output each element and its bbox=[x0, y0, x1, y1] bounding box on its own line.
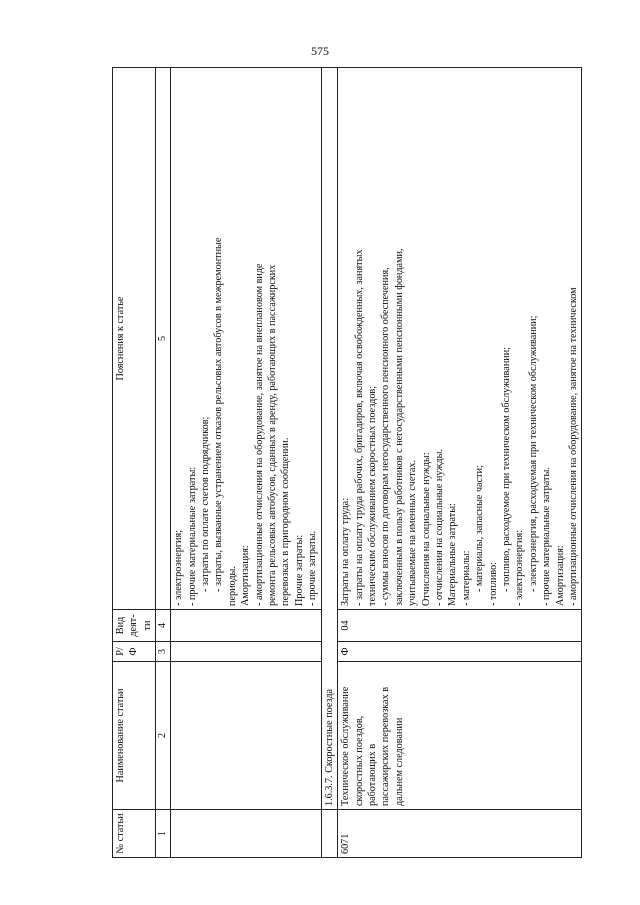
article-name-line: работающих в bbox=[366, 743, 378, 806]
header-article-name: Наименование статьи bbox=[113, 662, 156, 810]
explanation-line: ремонта рельсовых автобусов, сданных в аренду, работающих в пассажирских bbox=[267, 264, 279, 606]
explanation-line: - топливо, расходуемое при техническом обслуживании; bbox=[500, 346, 512, 592]
rf-value: Ф bbox=[338, 642, 582, 662]
explanation-line: - амортизационные отчисления на оборудование, занятое на внеплановом виде bbox=[253, 263, 265, 606]
continuation-row bbox=[171, 68, 321, 858]
column-number: 3 bbox=[156, 642, 171, 662]
explanation-line: - суммы взносов по договорам негосударственного пенсионного обеспечения, bbox=[380, 267, 392, 606]
column-number: 5 bbox=[156, 68, 171, 610]
explanation-line: - затраты по оплате счетов подрядчиков; bbox=[200, 416, 212, 592]
explanation-line: - прочие затраты. bbox=[307, 530, 319, 606]
continuation-activity-cell bbox=[171, 610, 321, 642]
explanation-line: техническим обслуживанием скоростных поездов; bbox=[366, 385, 378, 606]
explanation-line: - топливо: bbox=[487, 561, 499, 606]
continuation-explanation-cell bbox=[171, 68, 321, 610]
explanations-table bbox=[112, 67, 582, 858]
header-rf: Р/ Ф bbox=[113, 642, 156, 662]
item-explanation-cell bbox=[338, 68, 582, 610]
explanation-line: Материальные затраты: bbox=[447, 503, 459, 606]
explanation-line: перевозках в пригородном сообщении. bbox=[280, 437, 292, 606]
explanation-line: - амортизационные отчисления на оборудование, занятое на техническом bbox=[568, 287, 579, 606]
header-explanations: Пояснения к статье bbox=[113, 68, 156, 610]
column-number: 2 bbox=[156, 662, 171, 810]
continuation-name-cell bbox=[171, 662, 321, 810]
explanation-line: периоды. bbox=[226, 566, 238, 606]
explanation-line: Затраты на оплату труда: bbox=[340, 497, 352, 606]
section-row bbox=[321, 68, 337, 858]
explanation-line: - отчисления на социальные нужды. bbox=[433, 449, 445, 606]
header-activity-type: Вид деят-ти bbox=[113, 610, 156, 642]
article-name-cell bbox=[338, 662, 582, 810]
header-article-number: № статьи bbox=[113, 810, 156, 858]
section-title: 1.6.3.7. Скоростные поезда bbox=[321, 68, 337, 810]
explanation-line: - электроэнергия; bbox=[173, 529, 185, 606]
column-number: 4 bbox=[156, 610, 171, 642]
article-name-line: Техническое обслуживание bbox=[340, 686, 352, 806]
column-number-row bbox=[156, 68, 171, 858]
explanation-line: - электроэнергия, расходуемая при техническом обслуживании; bbox=[527, 315, 539, 592]
activity-value: 04 bbox=[338, 610, 582, 642]
article-name-line: скоростных поездов, bbox=[353, 715, 365, 806]
explanation-line: заключенным в пользу работников с негосударственными пенсионными фондами, bbox=[393, 248, 405, 606]
rotated-table-sheet bbox=[112, 68, 632, 858]
section-num-cell bbox=[321, 810, 337, 858]
explanation-line: - затраты на оплату труда рабочих, бригадиров, включая освобожденных, занятых bbox=[353, 249, 365, 606]
continuation-num-cell bbox=[171, 810, 321, 858]
continuation-rf-cell bbox=[171, 642, 321, 662]
explanation-line: - прочие материальные затраты: bbox=[186, 466, 198, 606]
explanation-line: Амортизация: bbox=[240, 545, 252, 606]
explanation-line: - материалы: bbox=[460, 550, 472, 606]
explanation-line: - электроэнергия: bbox=[514, 529, 526, 606]
explanation-line: - затраты, вызванные устранением отказов рельсовых автобусов в межремонтные bbox=[213, 237, 225, 592]
article-name-line: пассажирских перевозках в bbox=[380, 686, 392, 806]
table-row bbox=[338, 68, 582, 858]
explanation-line: Амортизация: bbox=[554, 545, 566, 606]
explanation-line: Прочие затраты: bbox=[293, 534, 305, 606]
explanation-line: - прочие материальные затраты. bbox=[541, 467, 553, 606]
explanation-line: Отчисления на социальные нужды: bbox=[420, 452, 432, 606]
explanation-line: - материалы, запасные части; bbox=[474, 465, 486, 592]
article-name-line: дальнем следовании bbox=[393, 717, 405, 806]
page-number: 575 bbox=[311, 44, 329, 58]
table-header-row bbox=[113, 68, 156, 858]
column-number: 1 bbox=[156, 810, 171, 858]
article-number: 6071 bbox=[338, 810, 582, 858]
explanation-line: учитываемые на именных счетах. bbox=[407, 459, 419, 606]
